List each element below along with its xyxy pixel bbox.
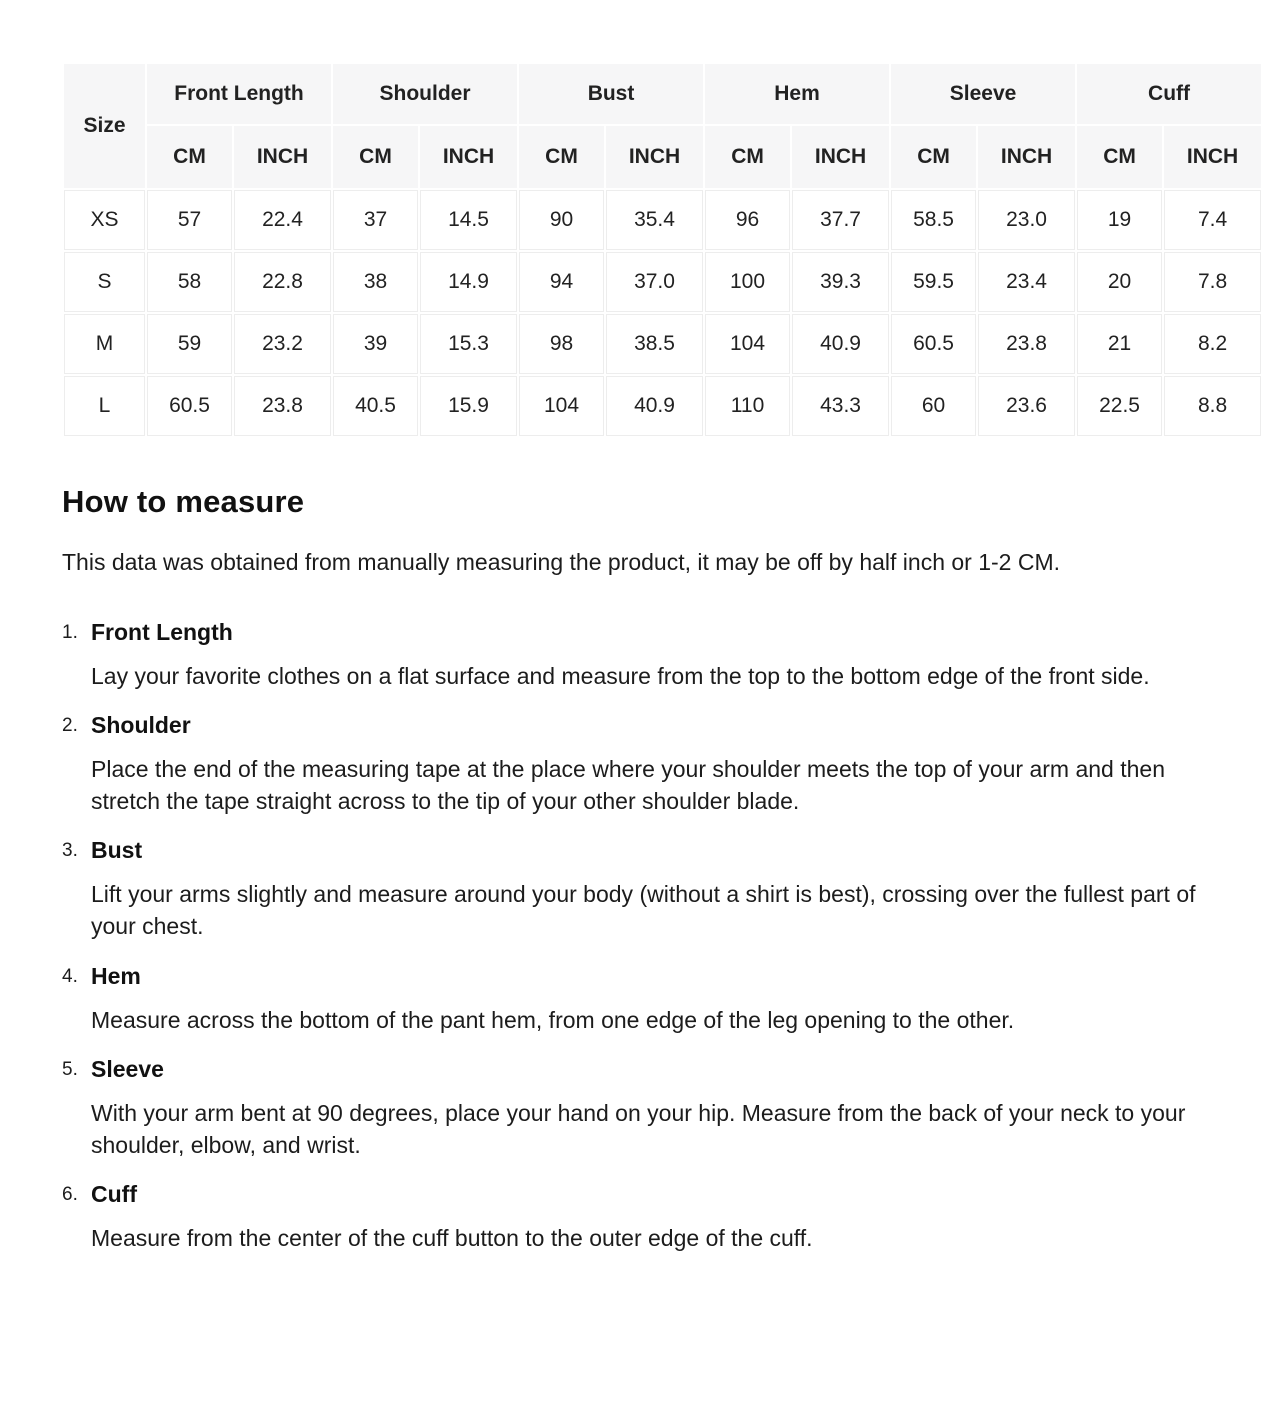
size-chart-table <box>62 62 1263 438</box>
column-group-hem: Hem <box>705 64 889 124</box>
group-header-row <box>64 64 1261 124</box>
measurement-cell: 37.0 <box>606 252 703 312</box>
size-label: M <box>64 314 145 374</box>
measurement-cell: 58.5 <box>891 190 976 250</box>
measurement-cell: 60 <box>891 376 976 436</box>
measure-disclaimer-text: This data was obtained from manually measuring the product, it may be off by half inch or 1-2 CM. <box>62 549 1061 575</box>
step-number: 2. <box>62 714 78 736</box>
unit-header-cm: CM <box>1077 126 1162 188</box>
measure-step-cuff <box>62 1181 1218 1254</box>
measurement-cell: 59.5 <box>891 252 976 312</box>
column-group-cuff: Cuff <box>1077 64 1261 124</box>
size-label: L <box>64 376 145 436</box>
unit-header-inch: INCH <box>792 126 889 188</box>
step-description: Place the end of the measuring tape at the place where your shoulder meets the top of your arm and then stretch the tape straight across to the tip of your other shoulder blade. <box>91 755 1165 815</box>
measurement-cell: 23.2 <box>234 314 331 374</box>
step-term: Shoulder <box>91 711 191 738</box>
measurement-cell: 38 <box>333 252 418 312</box>
unit-header-cm: CM <box>147 126 232 188</box>
measure-step-hem <box>62 963 1218 1036</box>
measurement-cell: 14.9 <box>420 252 517 312</box>
measure-step-sleeve <box>62 1056 1218 1161</box>
measurement-cell: 39 <box>333 314 418 374</box>
measurement-cell: 39.3 <box>792 252 889 312</box>
step-description: Measure from the center of the cuff button to the outer edge of the cuff. <box>91 1225 813 1252</box>
step-term: Cuff <box>91 1181 137 1208</box>
measurement-cell: 7.8 <box>1164 252 1261 312</box>
measurement-cell: 60.5 <box>147 376 232 436</box>
measurement-cell: 20 <box>1077 252 1162 312</box>
measurement-cell: 59 <box>147 314 232 374</box>
measurement-cell: 40.9 <box>606 376 703 436</box>
column-group-front-length: Front Length <box>147 64 331 124</box>
measurement-cell: 22.5 <box>1077 376 1162 436</box>
column-group-sleeve: Sleeve <box>891 64 1075 124</box>
unit-header-cm: CM <box>705 126 790 188</box>
measurement-cell: 98 <box>519 314 604 374</box>
measurement-cell: 58 <box>147 252 232 312</box>
size-row-s <box>64 252 1261 312</box>
unit-header-inch: INCH <box>978 126 1075 188</box>
size-row-xs <box>64 190 1261 250</box>
unit-header-row <box>64 126 1261 188</box>
measurement-cell: 15.3 <box>420 314 517 374</box>
step-number: 3. <box>62 840 78 862</box>
measurement-cell: 40.5 <box>333 376 418 436</box>
unit-header-inch: INCH <box>234 126 331 188</box>
step-description: Lay your favorite clothes on a flat surface and measure from the top to the bottom edge of the front side. <box>91 662 1150 689</box>
measurement-cell: 23.8 <box>234 376 331 436</box>
step-number: 5. <box>62 1058 78 1080</box>
measurement-cell: 21 <box>1077 314 1162 374</box>
size-chart-body <box>64 190 1261 436</box>
measurement-cell: 96 <box>705 190 790 250</box>
unit-header-inch: INCH <box>420 126 517 188</box>
unit-header-cm: CM <box>333 126 418 188</box>
step-term: Bust <box>91 837 143 864</box>
measurement-cell: 37 <box>333 190 418 250</box>
step-number: 6. <box>62 1184 78 1206</box>
unit-header-inch: INCH <box>1164 126 1261 188</box>
unit-header-cm: CM <box>891 126 976 188</box>
column-group-bust: Bust <box>519 64 703 124</box>
size-label: XS <box>64 190 145 250</box>
measurement-cell: 100 <box>705 252 790 312</box>
measurement-cell: 23.0 <box>978 190 1075 250</box>
how-to-measure-heading: How to measure <box>62 484 305 519</box>
measurement-cell: 14.5 <box>420 190 517 250</box>
measurement-cell: 40.9 <box>792 314 889 374</box>
step-term: Sleeve <box>91 1055 164 1082</box>
step-description: Lift your arms slightly and measure around your body (without a shirt is best), crossing over the fullest part of your chest. <box>91 881 1196 940</box>
measurement-cell: 104 <box>519 376 604 436</box>
measurement-cell: 43.3 <box>792 376 889 436</box>
measurement-cell: 23.4 <box>978 252 1075 312</box>
measure-step-front-length <box>62 619 1218 692</box>
measurement-cell: 23.6 <box>978 376 1075 436</box>
measurement-cell: 15.9 <box>420 376 517 436</box>
step-number: 4. <box>62 965 78 987</box>
measurement-cell: 94 <box>519 252 604 312</box>
unit-header-cm: CM <box>519 126 604 188</box>
step-description: Measure across the bottom of the pant hem, from one edge of the leg opening to the other. <box>91 1006 1015 1033</box>
size-row-l <box>64 376 1261 436</box>
measurement-cell: 37.7 <box>792 190 889 250</box>
measurement-cell: 22.8 <box>234 252 331 312</box>
measurement-cell: 7.4 <box>1164 190 1261 250</box>
measurement-cell: 110 <box>705 376 790 436</box>
measurement-cell: 60.5 <box>891 314 976 374</box>
measurement-cell: 23.8 <box>978 314 1075 374</box>
size-row-m <box>64 314 1261 374</box>
measurement-cell: 22.4 <box>234 190 331 250</box>
step-number: 1. <box>62 621 78 643</box>
step-description: With your arm bent at 90 degrees, place your hand on your hip. Measure from the back of your neck to your shoulder, elbow, and wrist. <box>91 1099 1186 1158</box>
step-term: Front Length <box>91 618 233 645</box>
measure-steps-list <box>62 619 1218 1255</box>
measure-step-shoulder <box>62 712 1218 817</box>
unit-header-inch: INCH <box>606 126 703 188</box>
measurement-cell: 19 <box>1077 190 1162 250</box>
measurement-cell: 38.5 <box>606 314 703 374</box>
measurement-cell: 35.4 <box>606 190 703 250</box>
measurement-cell: 8.8 <box>1164 376 1261 436</box>
step-term: Hem <box>91 962 141 989</box>
column-group-shoulder: Shoulder <box>333 64 517 124</box>
measure-step-bust <box>62 837 1218 942</box>
measurement-cell: 57 <box>147 190 232 250</box>
size-column-header: Size <box>64 64 145 188</box>
measurement-cell: 8.2 <box>1164 314 1261 374</box>
size-label: S <box>64 252 145 312</box>
measurement-cell: 104 <box>705 314 790 374</box>
measurement-cell: 90 <box>519 190 604 250</box>
